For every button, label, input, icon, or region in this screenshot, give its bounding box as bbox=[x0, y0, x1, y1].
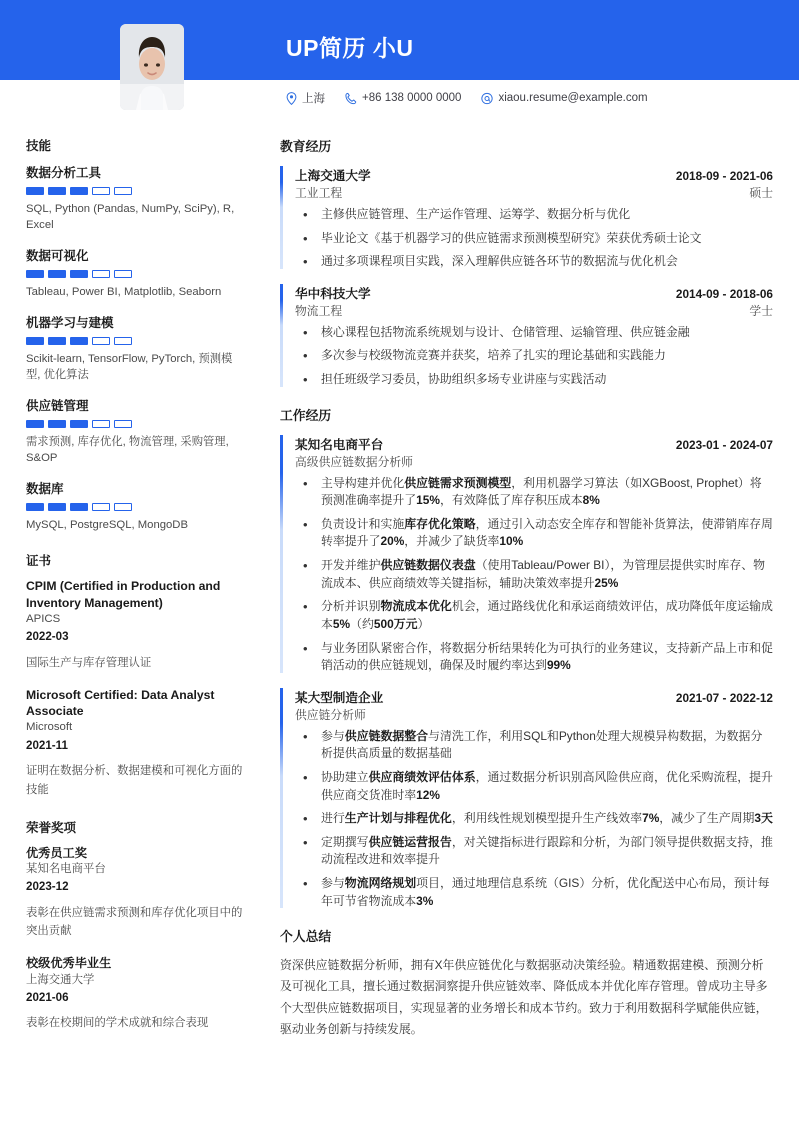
contact-bar bbox=[286, 90, 648, 106]
experience-point: • 定期撰写供应链运营报告，对关键指标进行跟踪和分析，为部门领导提供数据支持，推动流程改进和效率提升 bbox=[295, 834, 773, 869]
skill-item bbox=[26, 396, 244, 466]
experience-point: • 分析并识别物流成本优化机会，通过路线优化和承运商绩效评估，成功降低年度运输成本5%（约500万元） bbox=[295, 598, 773, 633]
entry-header bbox=[295, 434, 773, 453]
education-entry bbox=[280, 165, 773, 271]
certificate-description: 证明在数据分析、数据建模和可视化方面的技能 bbox=[26, 764, 243, 796]
skill-level-bar bbox=[26, 187, 244, 195]
skill-level-segment bbox=[114, 270, 132, 278]
skill-item bbox=[26, 479, 244, 533]
awards-list bbox=[26, 845, 244, 1033]
school-name: 上海交通大学 bbox=[295, 169, 371, 183]
contact-location bbox=[286, 90, 325, 106]
education-points bbox=[295, 324, 773, 389]
experience-point: • 与业务团队紧密合作，将数据分析结果转化为可执行的业务建议，支持新产品上市和促销活动的供应链规划，确保及时履约率达到99% bbox=[295, 640, 773, 675]
skill-level-segment bbox=[70, 270, 88, 278]
major: 工业工程 bbox=[295, 186, 343, 200]
award-item bbox=[26, 955, 244, 1033]
entry-subheader bbox=[295, 302, 773, 319]
education-point: • 通过多项课程项目实践，深入理解供应链各环节的数据流与优化机会 bbox=[295, 253, 773, 271]
skill-level-segment bbox=[114, 337, 132, 345]
skill-level-segment bbox=[114, 503, 132, 511]
skill-level-segment bbox=[48, 337, 66, 345]
certs-heading: 证书 bbox=[26, 554, 52, 569]
skill-level-segment bbox=[26, 420, 44, 428]
skills-list bbox=[26, 163, 244, 533]
skill-level-segment bbox=[70, 420, 88, 428]
main-column bbox=[268, 128, 799, 1047]
education-point: • 多次参与校级物流竞赛并获奖，培养了扎实的理论基础和实践能力 bbox=[295, 347, 773, 365]
skill-level-segment bbox=[92, 337, 110, 345]
award-description: 表彰在供应链需求预测和库存优化项目中的突出贡献 bbox=[26, 906, 243, 938]
skill-level-segment bbox=[114, 187, 132, 195]
skill-level-segment bbox=[48, 187, 66, 195]
location-pin-icon bbox=[286, 92, 297, 105]
skill-level-segment bbox=[92, 270, 110, 278]
skill-level-segment bbox=[48, 270, 66, 278]
certificate-name: Microsoft Certified: Data Analyst Associate bbox=[26, 687, 215, 718]
certificate-item bbox=[26, 578, 244, 672]
award-name: 校级优秀毕业生 bbox=[26, 956, 112, 971]
skill-item bbox=[26, 163, 244, 233]
education-list bbox=[280, 165, 773, 389]
company-name: 某大型制造企业 bbox=[295, 690, 384, 705]
skill-level-segment bbox=[70, 337, 88, 345]
certificate-org: APICS bbox=[26, 613, 61, 626]
skill-level-bar bbox=[26, 337, 244, 345]
skill-name: 数据分析工具 bbox=[26, 166, 102, 180]
job-title: 供应链分析师 bbox=[295, 707, 366, 722]
page-title: UP简历 小U bbox=[286, 35, 414, 61]
company-name: 某知名电商平台 bbox=[295, 437, 384, 452]
entry-header bbox=[295, 687, 773, 706]
award-date: 2021-06 bbox=[26, 990, 69, 1004]
education-point: • 毕业论文《基于机器学习的供应链需求预测模型研究》荣获优秀硕士论文 bbox=[295, 230, 773, 248]
skill-name: 数据库 bbox=[26, 482, 64, 497]
experience-point: • 开发并维护供应链数据仪表盘（使用Tableau/Power BI），为管理层提供实时库存、物流成本、供应商绩效等关键指标，辅助决策效率提升25% bbox=[295, 557, 773, 592]
skill-level-segment bbox=[70, 503, 88, 511]
skill-detail: SQL, Python (Pandas, NumPy, SciPy), R, Excel bbox=[26, 203, 235, 232]
education-point: • 主修供应链管理、生产运作管理、运筹学、数据分析与优化 bbox=[295, 206, 773, 224]
education-point: • 核心课程包括物流系统规划与设计、仓储管理、运输管理、供应链金融 bbox=[295, 324, 773, 342]
experience-points bbox=[295, 728, 773, 910]
contact-location-value: 上海 bbox=[302, 93, 325, 105]
entry-subheader bbox=[295, 184, 773, 201]
degree: 学士 bbox=[749, 303, 773, 318]
award-item bbox=[26, 845, 244, 942]
education-point: • 担任班级学习委员，协助组织多场专业讲座与实践活动 bbox=[295, 371, 773, 389]
skill-detail: Tableau, Power BI, Matplotlib, Seaborn bbox=[26, 286, 222, 299]
experience-list bbox=[280, 434, 773, 911]
certificate-item bbox=[26, 687, 244, 800]
skill-name: 供应链管理 bbox=[26, 399, 89, 414]
skill-detail: MySQL, PostgreSQL, MongoDB bbox=[26, 519, 188, 532]
award-org: 某知名电商平台 bbox=[26, 863, 106, 876]
experience-point: • 参与物流网络规划项目，通过地理信息系统（GIS）分析，优化配送中心布局，预计每年可节省物流成本3% bbox=[295, 875, 773, 910]
entry-header bbox=[295, 165, 773, 184]
certificates-list bbox=[26, 578, 244, 799]
certificate-description: 国际生产与库存管理认证 bbox=[26, 656, 152, 669]
experience-date: 2023-01 - 2024-07 bbox=[675, 437, 773, 452]
education-heading: 教育经历 bbox=[280, 139, 332, 154]
certificate-org: Microsoft bbox=[26, 721, 73, 734]
awards-heading: 荣誉奖项 bbox=[26, 820, 77, 835]
email-at-icon bbox=[481, 92, 493, 105]
skill-detail: 需求预测, 库存优化, 物流管理, 采购管理, S&OP bbox=[26, 436, 229, 465]
skill-level-segment bbox=[70, 187, 88, 195]
experience-heading: 工作经历 bbox=[280, 407, 332, 423]
contact-phone-value: +86 138 0000 0000 bbox=[362, 92, 462, 104]
experience-point: • 负责设计和实施库存优化策略，通过引入动态安全库存和智能补货算法，使滞销库存周转率提升了20%，并减少了缺货率10% bbox=[295, 516, 773, 551]
experience-point: • 参与供应链数据整合与清洗工作，利用SQL和Python处理大规模异构数据，为数据分析提供高质量的数据基础 bbox=[295, 728, 773, 763]
phone-icon bbox=[345, 92, 357, 105]
skill-level-segment bbox=[26, 503, 44, 511]
job-title: 高级供应链数据分析师 bbox=[295, 454, 413, 469]
summary-heading: 个人总结 bbox=[280, 929, 332, 945]
experience-entry bbox=[280, 687, 773, 910]
skill-level-segment bbox=[92, 503, 110, 511]
skill-item bbox=[26, 313, 244, 383]
skill-name: 数据可视化 bbox=[26, 249, 89, 264]
award-date: 2023-12 bbox=[26, 880, 69, 894]
certificate-date: 2022-03 bbox=[26, 630, 69, 644]
contact-phone bbox=[345, 92, 461, 105]
degree: 硕士 bbox=[749, 186, 773, 200]
content-columns bbox=[0, 128, 799, 1047]
sidebar bbox=[0, 128, 268, 1047]
summary-text: 资深供应链数据分析师，拥有X年供应链优化与数据驱动决策经验。精通数据建模、预测分析及可视化工具，擅长通过数据洞察提升供应链效率、降低成本并优化库存管理。曾成功主导多个大型供应链数据项目，实现显著的业务增长和成本节约。致力于利用数据科学赋能供应链，驱动业务创新与持续发展。 bbox=[280, 958, 768, 1036]
person-photo-icon bbox=[120, 24, 184, 110]
experience-points bbox=[295, 475, 773, 675]
experience-point: • 协助建立供应商绩效评估体系，通过数据分析识别高风险供应商，优化采购流程，提升供应商交货准时率12% bbox=[295, 769, 773, 804]
skill-level-bar bbox=[26, 503, 244, 511]
major: 物流工程 bbox=[295, 303, 343, 318]
award-description: 表彰在校期间的学术成就和综合表现 bbox=[26, 1017, 209, 1030]
entry-header bbox=[295, 283, 773, 302]
skill-level-bar bbox=[26, 270, 244, 278]
experience-date: 2021-07 - 2022-12 bbox=[675, 690, 773, 705]
avatar bbox=[120, 24, 184, 110]
skill-item bbox=[26, 246, 244, 300]
experience-entry bbox=[280, 434, 773, 675]
award-org: 上海交通大学 bbox=[26, 973, 95, 986]
skill-level-segment bbox=[26, 337, 44, 345]
skill-level-bar bbox=[26, 420, 244, 428]
skill-level-segment bbox=[92, 420, 110, 428]
skill-level-segment bbox=[48, 503, 66, 511]
award-name: 优秀员工奖 bbox=[26, 845, 87, 860]
skill-level-segment bbox=[114, 420, 132, 428]
certificate-date: 2021-11 bbox=[26, 738, 68, 752]
skill-level-segment bbox=[26, 270, 44, 278]
education-date: 2018-09 - 2021-06 bbox=[675, 169, 773, 183]
experience-point: • 进行生产计划与排程优化，利用线性规划模型提升生产线效率7%，减少了生产周期3天 bbox=[295, 810, 773, 828]
certificate-name: CPIM (Certified in Production and Inventory Management) bbox=[26, 579, 221, 610]
skill-level-segment bbox=[48, 420, 66, 428]
skill-level-segment bbox=[92, 187, 110, 195]
skills-heading: 技能 bbox=[26, 139, 52, 153]
contact-email-value: xiaou.resume@example.com bbox=[498, 92, 648, 104]
contact-email bbox=[481, 92, 647, 105]
skill-name: 机器学习与建模 bbox=[26, 316, 114, 331]
skill-detail: Scikit-learn, TensorFlow, PyTorch, 预测模型, 优化算法 bbox=[26, 353, 233, 382]
education-date: 2014-09 - 2018-06 bbox=[675, 286, 773, 301]
skill-level-segment bbox=[26, 187, 44, 195]
experience-point: • 主导构建并优化供应链需求预测模型，利用机器学习算法（如XGBoost, Prophet）将预测准确率提升了15%，有效降低了库存积压成本8% bbox=[295, 475, 773, 510]
education-entry bbox=[280, 283, 773, 389]
school-name: 华中科技大学 bbox=[295, 286, 371, 301]
education-points bbox=[295, 206, 773, 271]
